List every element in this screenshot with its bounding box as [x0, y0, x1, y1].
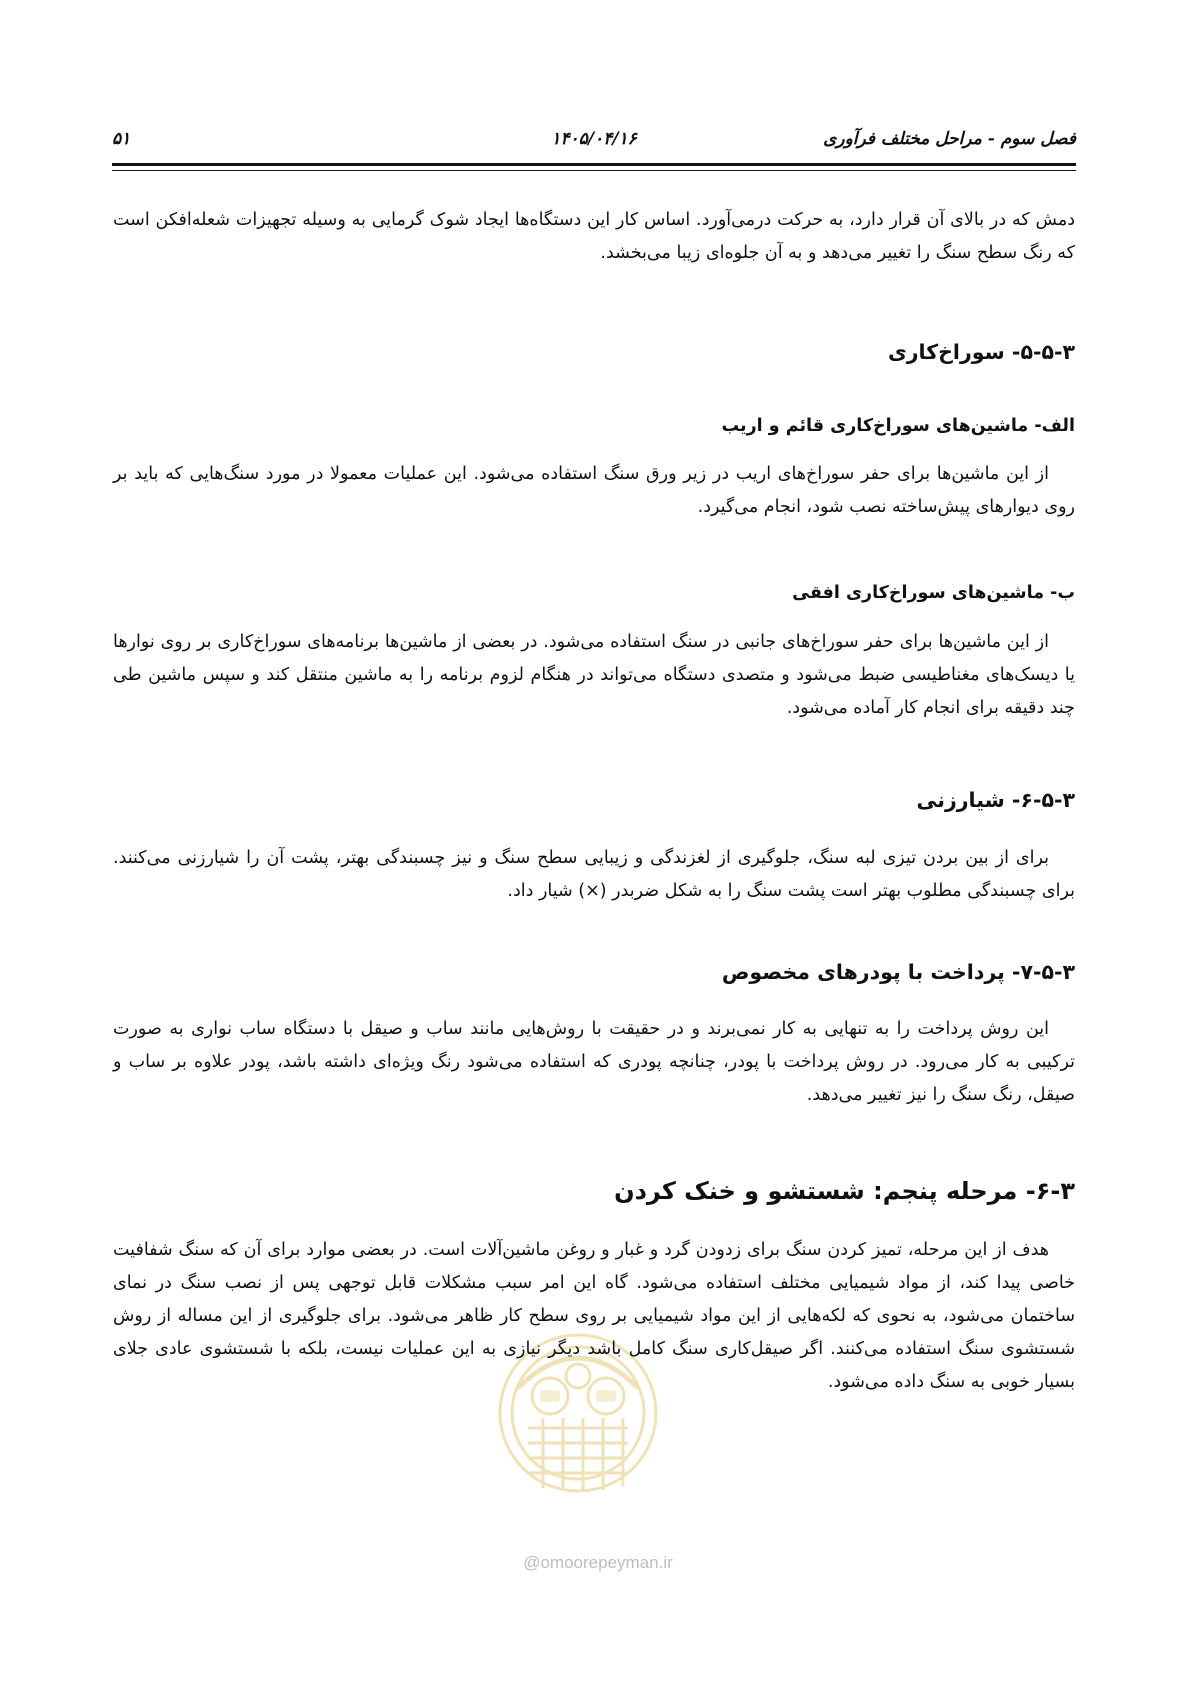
section-powders-paragraph-block [113, 1013, 1075, 1112]
section-paragraph-grooving: برای از بین بردن تیزی لبه سنگ، جلوگیری از لغزندگی و زیبایی سطح سنگ و نیز چسبندگی بهتر، پشت آن را شیارزنی می‌کنند. برای چسبندگی مطلوب بهتر است پشت سنگ را به شکل ضربدر (×) شیار داد. [113, 848, 1075, 901]
chapter-title: فصل سوم - مراحل مختلف فرآوری [823, 129, 1076, 149]
section-heading-washing: ۶-۳- مرحله پنجم: شستشو و خنک کردن [614, 1177, 1075, 1205]
header-rule-thick [112, 163, 1076, 166]
subsection-paragraph-b: از این ماشین‌ها برای حفر سوراخ‌های جانبی در سنگ استفاده می‌شود. در بعضی از ماشین‌ها برنامه‌های سوراخ‌کاری بر روی نوارها یا دیسک‌های مغناطیسی ضبط می‌شود و متصدی دستگاه می‌تواند در هنگام لزوم برنامه را به ماشین منتقل کند و سپس ماشین طی چند دقیقه برای انجام کار آماده می‌شود. [113, 632, 1075, 718]
subsection-b-heading-block [113, 579, 1075, 607]
section-grooving-heading-block [113, 785, 1075, 815]
subsection-heading-b: ب- ماشین‌های سوراخ‌کاری افقی [792, 583, 1075, 603]
section-paragraph-powders: این روش پرداخت را به تنهایی به کار نمی‌برند و در حقیقت با روش‌هایی مانند ساب و صیقل با دستگاه ساب نواری به صورت ترکیبی به کار می‌رود. در روش پرداخت با پودر، چنانچه پودری که استفاده می‌شود رنگ ویژه‌ای داشته باشد، پودر علاوه بر ساب و صیقل، رنگ سنگ را نیز تغییر می‌دهد. [113, 1019, 1075, 1105]
intro-paragraph-block [113, 204, 1075, 270]
section-washing-paragraph-block [113, 1234, 1075, 1399]
header-rule-thin [112, 170, 1076, 171]
section-paragraph-washing: هدف از این مرحله، تمیز کردن سنگ برای زدودن گرد و غبار و روغن ماشین‌آلات است. در بعضی موارد برای آن که سنگ شفافیت خاصی پیدا کند، از مواد شیمیایی مختلف استفاده می‌شود. گاه این امر سبب مشکلات قابل توجهی پس از نصب سنگ در نمای ساختمان می‌شود، به نحوی که لکه‌هایی از این مواد شیمیایی بر روی سطح کار ظاهر می‌شود. برای جلوگیری از این مساله از روش شستشوی سنگ استفاده می‌کنند. اگر صیقل‌کاری سنگ کامل باشد دیگر نیازی به این عملیات نیست، بلکه با شستشوی عادی جلای بسیار خوبی به سنگ داده می‌شود. [113, 1240, 1075, 1392]
subsection-b-paragraph-block [113, 626, 1075, 725]
intro-paragraph: دمش که در بالای آن قرار دارد، به حرکت درمی‌آورد. اساس کار این دستگاه‌ها ایجاد شوک گرمایی به وسیله تجهیزات شعله‌افکن است که رنگ سطح سنگ را تغییر می‌دهد و به آن جلوه‌ای زیبا می‌بخشد. [113, 210, 1075, 263]
section-drilling-heading-block [113, 337, 1075, 367]
section-heading-grooving: ۶-۵-۳- شیارزنی [916, 788, 1075, 812]
watermark-text: @omoorepeyman.ir [523, 1553, 673, 1572]
section-washing-heading-block [113, 1173, 1075, 1209]
subsection-paragraph-a: از این ماشین‌ها برای حفر سوراخ‌های اریب در زیر ورق سنگ استفاده می‌شود. این عملیات معمولا در مورد سنگ‌هایی که باید بر روی دیوارهای پیش‌ساخته نصب شود، انجام می‌گیرد. [113, 464, 1075, 517]
subsection-a-heading-block [113, 412, 1075, 440]
header-date: ۱۴۰۵/۰۴/۱۶ [551, 129, 637, 149]
section-heading-drilling: ۵-۵-۳- سوراخ‌کاری [887, 340, 1075, 364]
section-heading-powders: ۷-۵-۳- پرداخت با پودرهای مخصوص [721, 960, 1075, 984]
subsection-heading-a: الف- ماشین‌های سوراخ‌کاری قائم و اریب [721, 416, 1075, 436]
page-number: ۵۱ [112, 129, 131, 149]
section-powders-heading-block [113, 957, 1075, 987]
subsection-a-paragraph-block [113, 458, 1075, 524]
section-grooving-paragraph-block [113, 842, 1075, 908]
running-header [112, 128, 1076, 162]
